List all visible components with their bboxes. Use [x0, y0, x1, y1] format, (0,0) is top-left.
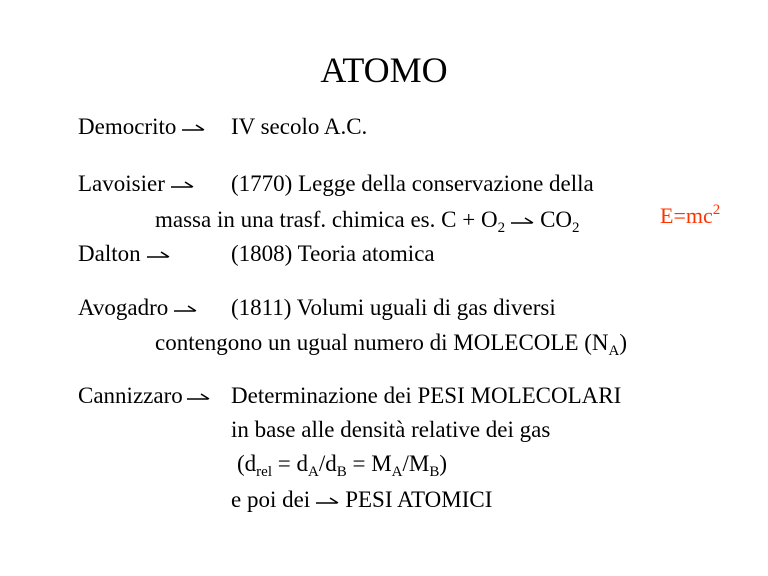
formula-part: = M [346, 451, 392, 476]
lavoisier-text: (1770) Legge della conservazione della [231, 171, 594, 196]
democrito-name: Democrito [78, 114, 177, 139]
avogadro-name: Avogadro [78, 295, 169, 320]
avogadro-label [78, 296, 203, 319]
close-paren: ) [619, 330, 628, 355]
lavoisier-continuation [155, 207, 580, 236]
emc2-base: E=mc [660, 203, 713, 228]
right-arrow-icon [187, 392, 211, 404]
right-arrow-icon [511, 216, 535, 228]
right-arrow-icon [147, 250, 171, 262]
density-formula [237, 451, 448, 480]
cannizzaro-line2: in base alle densità relative dei gas [231, 417, 551, 442]
formula-part: ) [439, 451, 448, 476]
page-title: ATOMO [320, 50, 448, 90]
right-arrow-icon [182, 123, 206, 135]
cannizzaro-label [78, 384, 216, 407]
formula-part: = d [272, 451, 308, 476]
emc2-exponent: 2 [712, 202, 721, 218]
dalton-name: Dalton [78, 241, 141, 266]
cannizzaro-name: Cannizzaro [78, 383, 183, 408]
avogadro-continuation [155, 330, 628, 359]
subscript: A [307, 464, 319, 480]
right-arrow-icon [316, 496, 340, 508]
atomic-weights-prefix: e poi dei [231, 487, 311, 512]
lavoisier-label [78, 172, 200, 195]
subscript: 2 [497, 220, 506, 236]
cannizzaro-text: Determinazione dei PESI MOLECOLARI [231, 383, 622, 408]
subscript: B [429, 464, 440, 480]
dalton-text: (1808) Teoria atomica [231, 241, 435, 266]
cannizzaro-line4 [231, 488, 492, 511]
formula-part: /M [402, 451, 430, 476]
atomic-weights: PESI ATOMICI [345, 487, 493, 512]
product: CO [540, 207, 573, 232]
democrito-text: IV secolo A.C. [231, 114, 368, 139]
formula-part: /d [318, 451, 337, 476]
formula-part: (d [237, 451, 257, 476]
democrito-label [78, 115, 211, 138]
emc2-formula [660, 203, 720, 229]
avogadro-text: (1811) Volumi uguali di gas diversi [231, 295, 556, 320]
subscript: A [608, 343, 620, 359]
subscript: rel [256, 464, 272, 480]
right-arrow-icon [171, 180, 195, 192]
right-arrow-icon [174, 304, 198, 316]
subscript: 2 [572, 220, 580, 236]
avogadro-molecules: contengono un ugual numero di MOLECOLE (N [155, 330, 609, 355]
lavoisier-equation: massa in una trasf. chimica es. C + O [155, 207, 498, 232]
dalton-label [78, 242, 176, 265]
subscript: B [336, 464, 347, 480]
lavoisier-name: Lavoisier [78, 171, 165, 196]
subscript: A [391, 464, 403, 480]
